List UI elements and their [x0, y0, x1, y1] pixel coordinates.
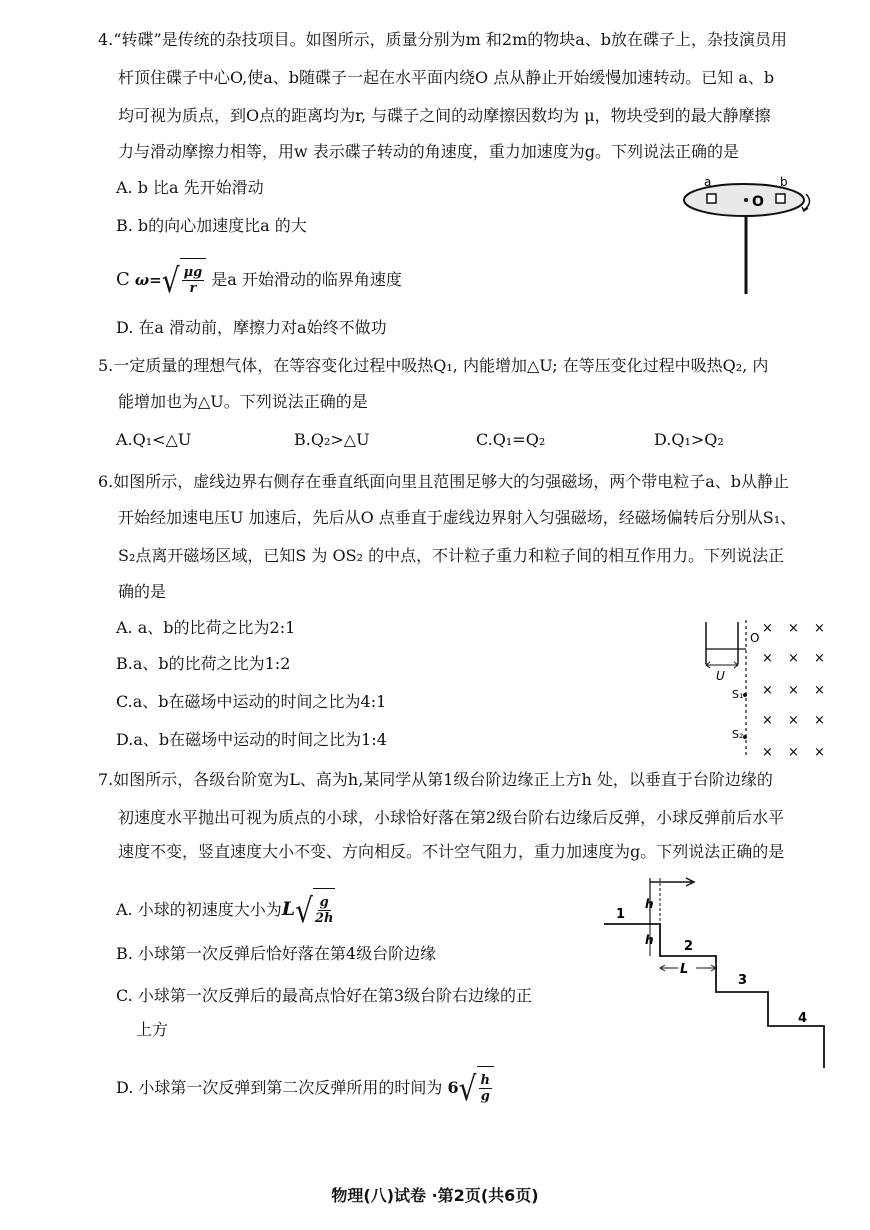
label-step-1: 1 [616, 907, 626, 922]
q7-option-d-coef: 6 [447, 1078, 459, 1097]
q6-option-a: A. a、b的比荷之比为2:1 [116, 618, 296, 637]
q4-stem-line-1: 4.“转碟”是传统的杂技项目。如图所示，质量分别为m 和2m的物块a、b放在碟子上，杂技演员用 [98, 30, 788, 49]
q6-option-d: D.a、b在磁场中运动的时间之比为1:4 [116, 730, 387, 749]
q7-stem-line-2: 初速度水平抛出可视为质点的小球，小球恰好落在第2级台阶右边缘后反弹，小球反弹前后水平 [118, 808, 785, 827]
label-step-4: 4 [798, 1011, 808, 1026]
field-cross: × [762, 713, 773, 728]
q6-option-b: B.a、b的比荷之比为1:2 [116, 654, 291, 673]
field-cross: × [814, 713, 825, 728]
q4-option-c [116, 258, 402, 300]
q7-option-a-L: L [281, 898, 296, 920]
q6-stem-line-1: 6.如图所示，虚线边界右侧存在垂直纸面向里且范围足够大的匀强磁场，两个带电粒子a、b从静止 [98, 472, 790, 491]
q4-option-a: A. b 比a 先开始滑动 [116, 178, 264, 197]
q4-option-c-radicand [180, 258, 207, 300]
point-s1 [743, 693, 747, 697]
label-u: U [716, 669, 725, 683]
label-o: O [750, 631, 760, 645]
sqrt-sign-icon: √ [161, 260, 180, 300]
q6-magnetic-field-figure [700, 618, 830, 760]
label-b: b [780, 175, 788, 189]
q4-option-b: B. b的向心加速度比a 的大 [116, 216, 307, 235]
q7-stem-line-3: 速度不变，竖直速度大小不变、方向相反。不计空气阻力，重力加速度为g。下列说法正确的是 [118, 842, 785, 861]
field-cross: × [788, 745, 799, 760]
block-b [776, 194, 785, 203]
q7-option-b: B. 小球第一次反弹后恰好落在第4级台阶边缘 [116, 944, 437, 963]
q4-option-c-numerator: μg [183, 265, 203, 280]
field-cross: × [788, 651, 799, 666]
page-footer: 物理(八)试卷 ·第2页(共6页) [331, 1186, 539, 1205]
label-h-bottom: h [645, 933, 654, 947]
field-cross: × [788, 621, 799, 636]
q7-option-d-numerator: h [480, 1073, 490, 1088]
field-cross: × [762, 651, 773, 666]
q4-stem-line-3: 均可视为质点，到O点的距离均为r, 与碟子之间的动摩擦因数均为 μ，物块受到的最大静摩擦 [118, 106, 771, 125]
plate-center-dot [744, 198, 748, 202]
q5-option-c: C.Q₁=Q₂ [476, 430, 546, 449]
q4-option-c-denominator: r [189, 281, 197, 296]
q5-stem-line-1: 5.一定质量的理想气体，在等容变化过程中吸热Q₁, 内能增加△U; 在等压变化过程中吸热Q₂, 内 [98, 356, 769, 375]
label-step-3: 3 [738, 973, 748, 988]
field-cross: × [762, 683, 773, 698]
q5-option-d: D.Q₁>Q₂ [654, 430, 724, 449]
point-s2 [743, 735, 747, 739]
q7-option-d-text: D. 小球第一次反弹到第二次反弹所用的时间为 [116, 1078, 443, 1097]
label-a: a [704, 175, 712, 189]
field-cross: × [762, 621, 773, 636]
q4-option-d: D. 在a 滑动前，摩擦力对a始终不做功 [116, 318, 387, 337]
q7-option-d-denominator: g [480, 1089, 490, 1104]
rotation-arrow-icon [804, 194, 810, 210]
q6-stem-line-3: S₂点离开磁场区域，已知S 为 OS₂ 的中点，不计粒子重力和粒子间的相互作用力。下列说法正 [118, 546, 785, 565]
q6-stem-line-4: 确的是 [118, 582, 167, 601]
label-h-top: h [645, 897, 654, 911]
label-s2: S₂ [732, 728, 744, 741]
q4-option-c-label: C [116, 269, 130, 290]
q4-option-c-text: 是a 开始滑动的临界角速度 [211, 270, 402, 289]
label-o: O [752, 194, 764, 210]
q6-stem-line-2: 开始经加速电压U 加速后，先后从O 点垂直于虚线边界射入匀强磁场，经磁场偏转后分别从S₁、 [118, 508, 797, 527]
q4-spinning-plate-figure [680, 172, 830, 296]
q7-option-d [116, 1066, 494, 1108]
q5-option-a: A.Q₁<△U [116, 430, 192, 449]
sqrt-sign-icon: √ [295, 890, 313, 930]
q7-stem-line-1: 7.如图所示，各级台阶宽为L、高为h,某同学从第1级台阶边缘正上方h 处，以垂直于台阶边缘的 [98, 770, 773, 789]
field-cross: × [788, 713, 799, 728]
q4-option-c-omega: ω= [134, 271, 162, 289]
field-cross: × [814, 683, 825, 698]
q7-option-a-numerator: g [319, 895, 329, 910]
field-cross: × [814, 621, 825, 636]
field-cross: × [762, 745, 773, 760]
label-l: L [680, 962, 689, 977]
q5-option-b: B.Q₂>△U [294, 430, 370, 449]
q7-option-c-line-2: 上方 [136, 1020, 169, 1039]
sqrt-sign-icon: √ [458, 1068, 477, 1108]
q7-option-a [116, 888, 335, 930]
q5-stem-line-2: 能增加也为△U。下列说法正确的是 [118, 392, 368, 411]
label-s1: S₁ [732, 688, 744, 701]
label-step-2: 2 [684, 939, 694, 954]
field-crosses [762, 621, 825, 760]
staircase-outline [604, 924, 824, 1068]
q7-option-a-denominator: 2h [314, 911, 334, 926]
q7-option-c-line-1: C. 小球第一次反弹后的最高点恰好在第3级台阶右边缘的正 [116, 986, 533, 1005]
q6-option-c: C.a、b在磁场中运动的时间之比为4:1 [116, 692, 387, 711]
q7-staircase-figure [604, 872, 830, 1070]
field-cross: × [814, 745, 825, 760]
field-cross: × [814, 651, 825, 666]
q7-option-a-text: A. 小球的初速度大小为 [116, 900, 282, 919]
q4-stem-line-2: 杆顶住碟子中心O,使a、b随碟子一起在水平面内绕O 点从静止开始缓慢加速转动。已知 a、b [118, 68, 775, 87]
field-cross: × [788, 683, 799, 698]
q4-stem-line-4: 力与滑动摩擦力相等，用w 表示碟子转动的角速度，重力加速度为g。下列说法正确的是 [118, 142, 740, 161]
block-a [707, 194, 716, 203]
